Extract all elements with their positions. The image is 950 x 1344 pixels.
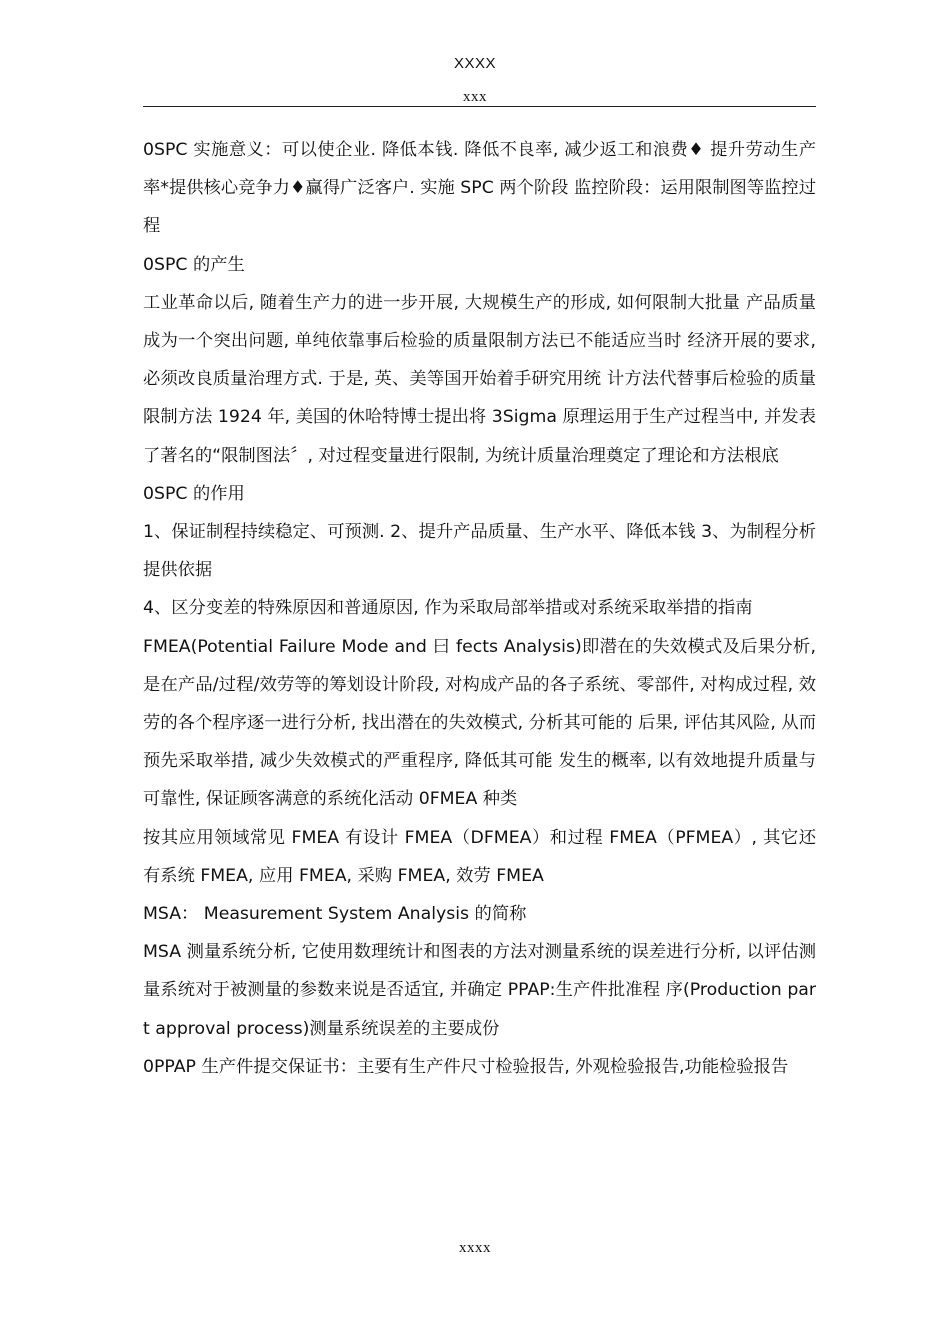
footer-text: xxxx (459, 1240, 491, 1256)
header-rule (143, 106, 816, 107)
paragraph-spc-origin: 工业革命以后, 随着生产力的进一步开展, 大规模生产的形成, 如何限制大批量 产品质量成为一个突出问题, 单纯依靠事后检验的质量限制方法已不能适应当时 经济开展的要求, 必须改良质量治理方式. 于是, 英、美等国开始着手研究用统 计方法代替事后检验的质量限制方法 1924 年, 美国的休哈特博士提出将 3Sigma 原理运用于生产过程当中, 并发表了著名的“限制图法〞, 对过程变量进行限制, 为统计质量治理奠定了理论和方法根底 (143, 292, 816, 466)
paragraph-spc-role-2: 4、区分变差的特殊原因和普通原因, 作为采取局部举措或对系统采取举措的指南 (143, 598, 753, 619)
paragraph-fmea-types: 按其应用领域常见 FMEA 有设计 FMEA（DFMEA）和过程 FMEA（PFMEA）, 其它还有系统 FMEA, 应用 FMEA, 采购 FMEA, 效劳 FMEA (143, 827, 816, 886)
paragraph-spc-role-1: 1、保证制程持续稳定、可预测. 2、提升产品质量、生产水平、降低本钱 3、为制程分析提供依据 (143, 522, 816, 581)
header-title: XXXX (453, 55, 497, 72)
paragraph-ppap: 0PPAP 生产件提交保证书：主要有生产件尺寸检验报告, 外观检验报告,功能检验报告 (143, 1056, 789, 1077)
paragraph-msa: MSA 测量系统分析, 它使用数理统计和图表的方法对测量系统的误差进行分析, 以评估测量系统对于被测量的参数来说是否适宜, 并确定 PPAP:生产件批准程 序(Production part approval process)测量系统误差的主要成份 (143, 942, 816, 1039)
heading-spc-role: 0SPC 的作用 (143, 483, 245, 504)
heading-spc-origin: 0SPC 的产生 (143, 254, 245, 275)
document-body (143, 131, 816, 1086)
paragraph-spc-significance: 0SPC 实施意义：可以使企业. 降低本钱. 降低不良率, 减少返工和浪费♦ 提升劳动生产率*提供核心竞争力♦赢得广泛客户. 实施 SPC 两个阶段 监控阶段：运用限制图等监控过程 (143, 140, 816, 237)
heading-msa: MSA： Measurement System Analysis 的简称 (143, 904, 527, 925)
paragraph-fmea: FMEA(Potential Failure Mode and 曰 fects Analysis)即潜在的失效模式及后果分析, 是在产品/过程/效劳等的筹划设计阶段, 对构成产品的各子系统、零部件, 对构成过程, 效劳的各个程序逐一进行分析, 找出潜在的失效模式, 分析其可能的 后果, 评估其风险, 从而预先采取举措, 减少失效模式的严重程序, 降低其可能 发生的概率, 以有效地提升质量与可靠性, 保证顾客满意的系统化活动 0FMEA 种类 (143, 636, 816, 810)
header-subtitle: xxx (463, 89, 487, 105)
